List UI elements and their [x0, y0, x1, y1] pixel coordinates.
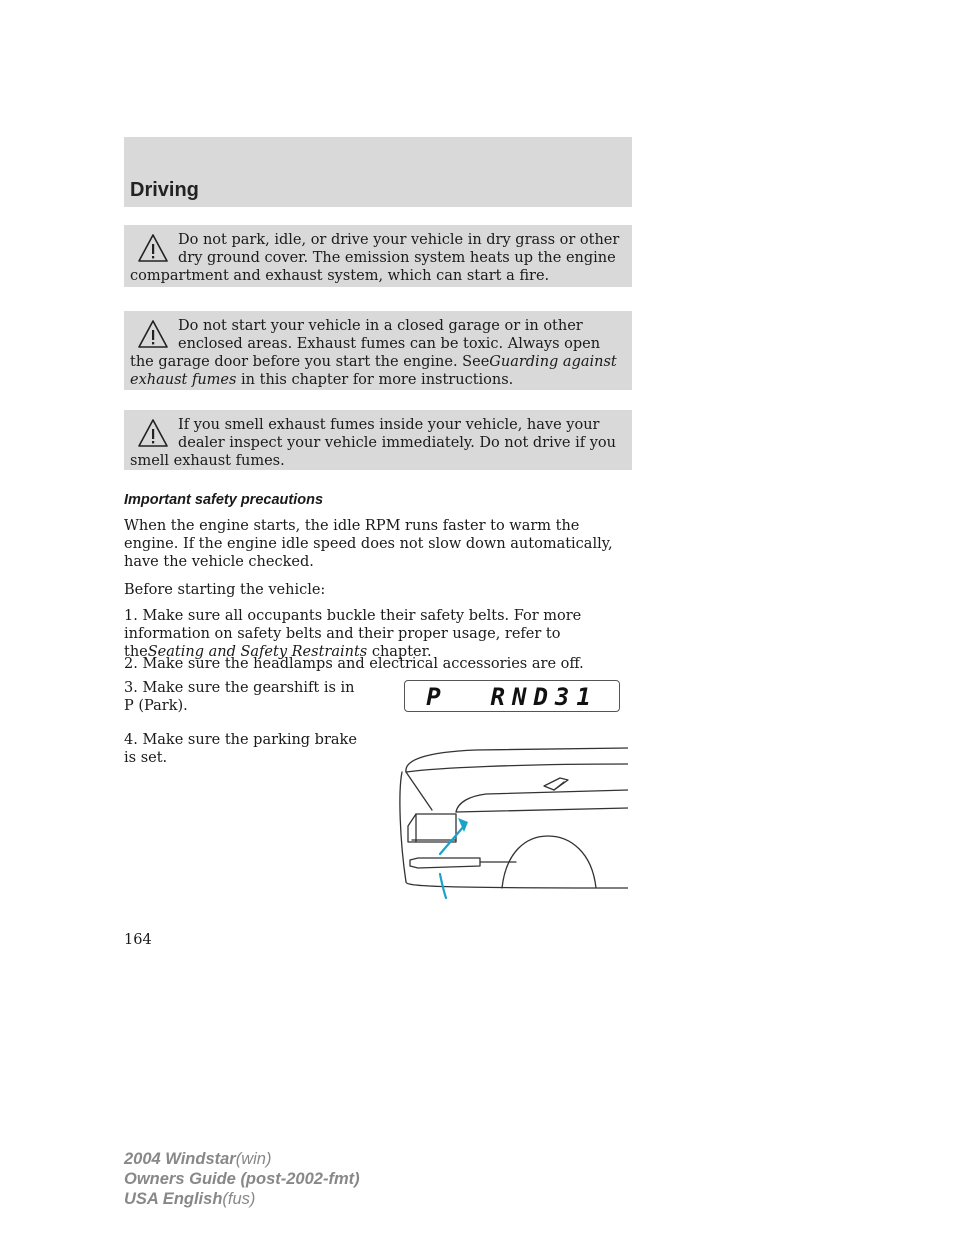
parking-brake-illustration [396, 742, 628, 902]
warning-triangle-icon [136, 231, 170, 265]
subheading [124, 491, 634, 509]
paragraph-1: When the engine starts, the idle RPM runs faster to warm the engine. If the engine idle speed does not slow down automatically, have the vehicle checked. [124, 518, 613, 570]
section-header [124, 137, 632, 207]
warning-text: Do not start your vehicle in a closed garage or in other enclosed areas. Exhaust fumes can be toxic. Always open the garage door before you start the engine. SeeGuarding against exhaust fumes in this chapter for more instructions. [130, 318, 617, 388]
warning-text: If you smell exhaust fumes inside your vehicle, have your dealer inspect your vehicle immediately. Do not drive if you smell exhaust fumes. [130, 417, 616, 469]
step-3: 3. Make sure the gearshift is in P (Park). [124, 680, 355, 714]
document-footer: 2004 Windstar(win) Owners Guide (post-2002-fmt) USA English(fus) [124, 1150, 360, 1208]
warning-text: Do not park, idle, or drive your vehicle in dry grass or other dry ground cover. The emission system heats up the engine compartment and exhaust system, which can start a fire. [130, 232, 620, 284]
step-4: 4. Make sure the parking brake is set. [124, 732, 357, 766]
step-2: 2. Make sure the headlamps and electrical accessories are off. [124, 656, 584, 672]
warning-callout-3 [124, 410, 632, 470]
gear-indicator-text: P RND31 [426, 683, 598, 711]
section-title: Driving [130, 179, 199, 201]
page-number: 164 [124, 932, 152, 948]
warning-callout-1 [124, 225, 632, 287]
cross-reference: Seating and Safety Restraints [147, 644, 368, 660]
warning-triangle-icon [136, 416, 170, 450]
paragraph-2: Before starting the vehicle: [124, 582, 326, 598]
subheading-text: Important safety precautions [124, 492, 324, 508]
cross-reference: Guarding against exhaust fumes [130, 354, 617, 388]
gear-indicator [404, 680, 620, 712]
step-1: 1. Make sure all occupants buckle their safety belts. For more information on safety belts and their proper usage, refer to theSeating and Safety Restraints chapter. [124, 608, 582, 660]
warning-triangle-icon [136, 317, 170, 351]
warning-callout-2 [124, 311, 632, 390]
